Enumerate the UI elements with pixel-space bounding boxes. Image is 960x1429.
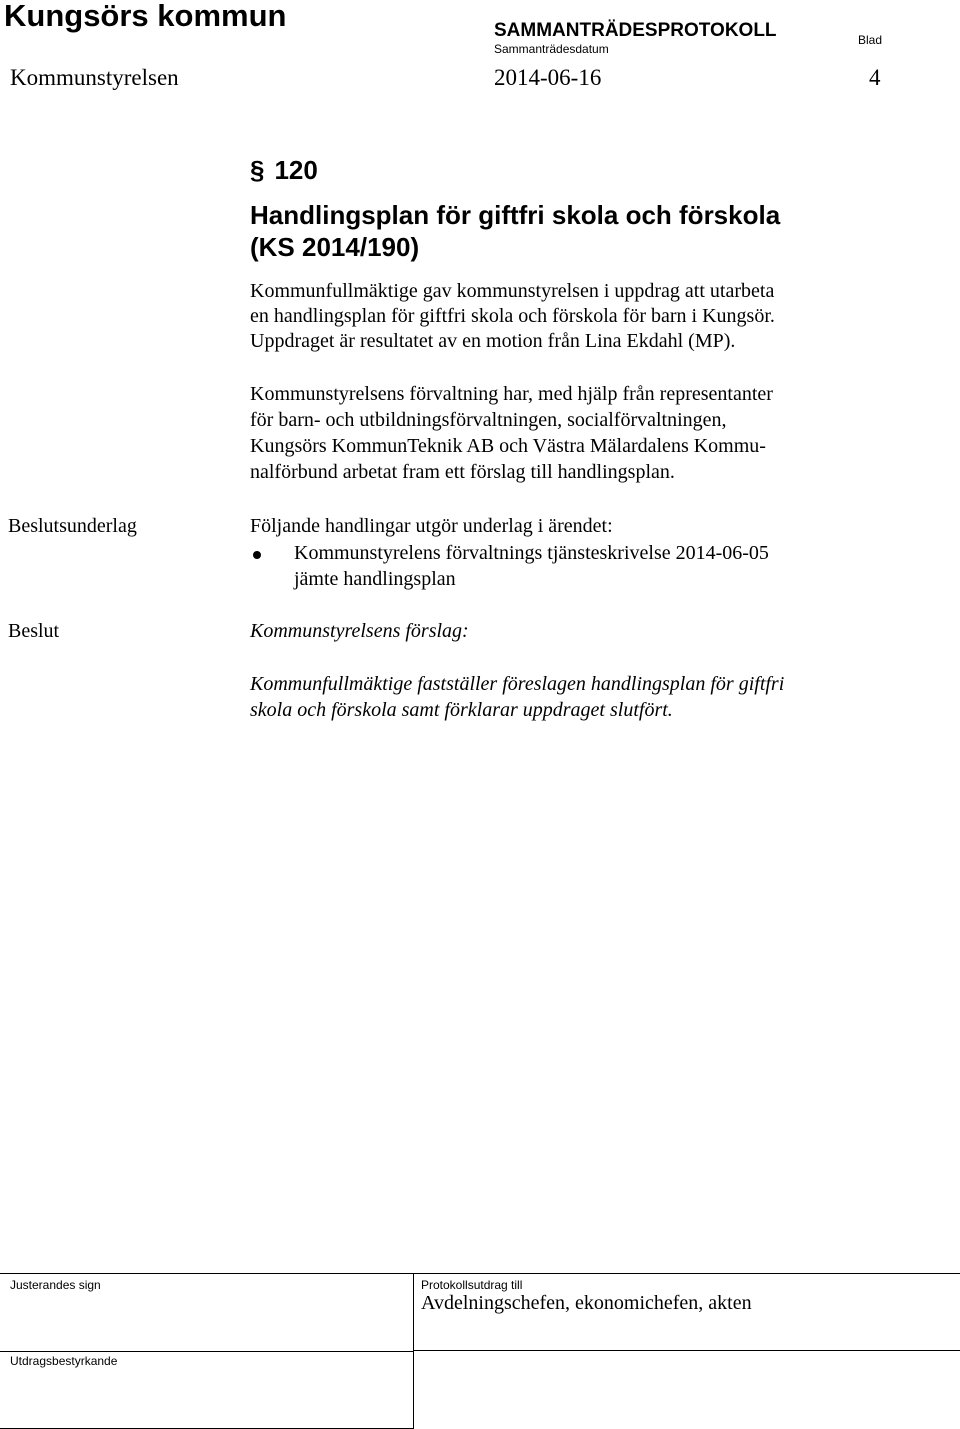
decision-label: Beslut: [8, 620, 60, 642]
extract-recipients-label: Protokollsutdrag till: [421, 1278, 523, 1292]
para1-line: Kommunfullmäktige gav kommunstyrelsen i uppdrag att utarbeta: [250, 280, 775, 302]
paragraph-sign: §: [250, 155, 265, 185]
para2-line: för barn- och utbildningsförvaltningen, socialförvaltningen,: [250, 409, 727, 431]
extract-certification-label: Utdragsbestyrkande: [10, 1354, 118, 1368]
basis-item: jämte handlingsplan: [294, 568, 456, 590]
bullet-icon: [253, 551, 261, 559]
organization-name: Kungsörs kommun: [4, 0, 287, 33]
page-number: 4: [869, 65, 881, 90]
section-title: Handlingsplan för giftfri skola och förskola: [250, 200, 781, 230]
committee-name: Kommunstyrelsen: [10, 65, 179, 90]
signature-box-divider: [0, 1351, 413, 1352]
para1-line: Uppdraget är resultatet av en motion från Lina Ekdahl (MP).: [250, 330, 736, 352]
adjuster-signature-label: Justerandes sign: [10, 1278, 101, 1292]
meeting-date: 2014-06-16: [494, 65, 602, 90]
paragraph-number: [250, 155, 318, 186]
proposal-line: skola och förskola samt förklarar uppdraget slutfört.: [250, 699, 673, 721]
extract-recipients-value: Avdelningschefen, ekonomichefen, akten: [421, 1292, 752, 1314]
basis-intro: Följande handlingar utgör underlag i ärendet:: [250, 515, 613, 537]
para2-line: nalförbund arbetat fram ett förslag till handlingsplan.: [250, 461, 675, 483]
case-number: (KS 2014/190): [250, 232, 420, 262]
paragraph-number-value: 120: [274, 155, 318, 185]
page-label: Blad: [858, 33, 883, 47]
proposal-line: Kommunfullmäktige fastställer föreslagen handlingsplan för giftfri: [250, 673, 785, 695]
proposal-heading: Kommunstyrelsens förslag:: [250, 620, 469, 642]
basis-item: Kommunstyrelens förvaltnings tjänsteskrivelse 2014-06-05: [294, 542, 769, 564]
para2-line: Kungsörs KommunTeknik AB och Västra Mälardalens Kommu-: [250, 435, 766, 457]
para1-line: en handlingsplan för giftfri skola och förskola för barn i Kungsör.: [250, 305, 775, 327]
document-type: SAMMANTRÄDESPROTOKOLL: [494, 20, 777, 41]
meeting-date-label: Sammanträdesdatum: [494, 42, 609, 56]
signature-box: [0, 1273, 414, 1429]
basis-label: Beslutsunderlag: [8, 515, 137, 537]
para2-line: Kommunstyrelsens förvaltning har, med hjälp från representanter: [250, 383, 773, 405]
